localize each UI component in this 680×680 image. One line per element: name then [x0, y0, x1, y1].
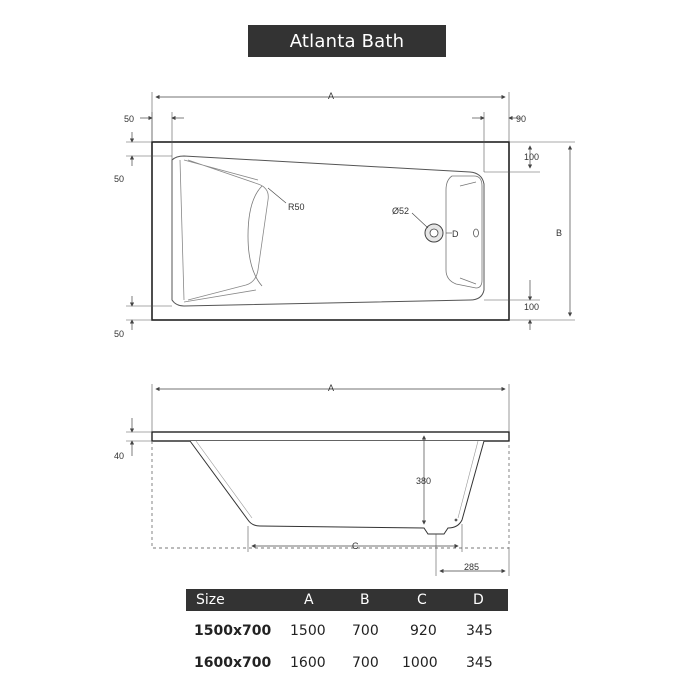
plan-label-rim-left-mid: 50: [114, 174, 125, 184]
row-d: 345: [466, 623, 493, 639]
row-c: 1000: [402, 655, 438, 671]
row-size: 1500x700: [194, 623, 272, 639]
side-label-waste-offset: 285: [464, 562, 480, 572]
row-c: 920: [410, 623, 437, 639]
side-label-depth: 380: [416, 476, 432, 486]
plan-label-rim-left-bottom: 50: [114, 329, 125, 339]
side-rim: [152, 432, 509, 441]
row-a: 1600: [290, 655, 326, 671]
plan-view: [114, 91, 575, 339]
plan-label-a: A: [328, 91, 335, 101]
side-label-c: C: [352, 541, 359, 551]
plan-label-radius: R50: [288, 202, 305, 212]
row-b: 700: [352, 623, 379, 639]
plan-label-b: B: [556, 228, 563, 238]
row-size: 1600x700: [194, 655, 272, 671]
header-a: A: [304, 592, 314, 608]
size-table-header: [186, 589, 508, 611]
plan-label-end-top: 100: [524, 152, 540, 162]
row-b: 700: [352, 655, 379, 671]
plan-label-rim-right: 90: [516, 114, 527, 124]
side-label-a: A: [328, 383, 335, 393]
table-row: [186, 648, 508, 678]
side-label-rim-height: 40: [114, 451, 125, 461]
header-b: B: [360, 592, 370, 608]
row-a: 1500: [290, 623, 326, 639]
plan-label-waste: Ø52: [392, 206, 410, 216]
header-d: D: [473, 592, 484, 608]
side-view: [114, 383, 509, 576]
diagram-title: Atlanta Bath: [248, 25, 446, 57]
plan-label-end-bottom: 100: [524, 302, 540, 312]
plan-waste-inner: [430, 229, 438, 237]
row-d: 345: [466, 655, 493, 671]
side-bath-body: [190, 441, 484, 534]
table-row: [186, 616, 508, 646]
header-size: Size: [196, 592, 225, 608]
header-c: C: [417, 592, 427, 608]
plan-label-d: D: [452, 229, 459, 239]
plan-label-rim-left-top: 50: [124, 114, 135, 124]
